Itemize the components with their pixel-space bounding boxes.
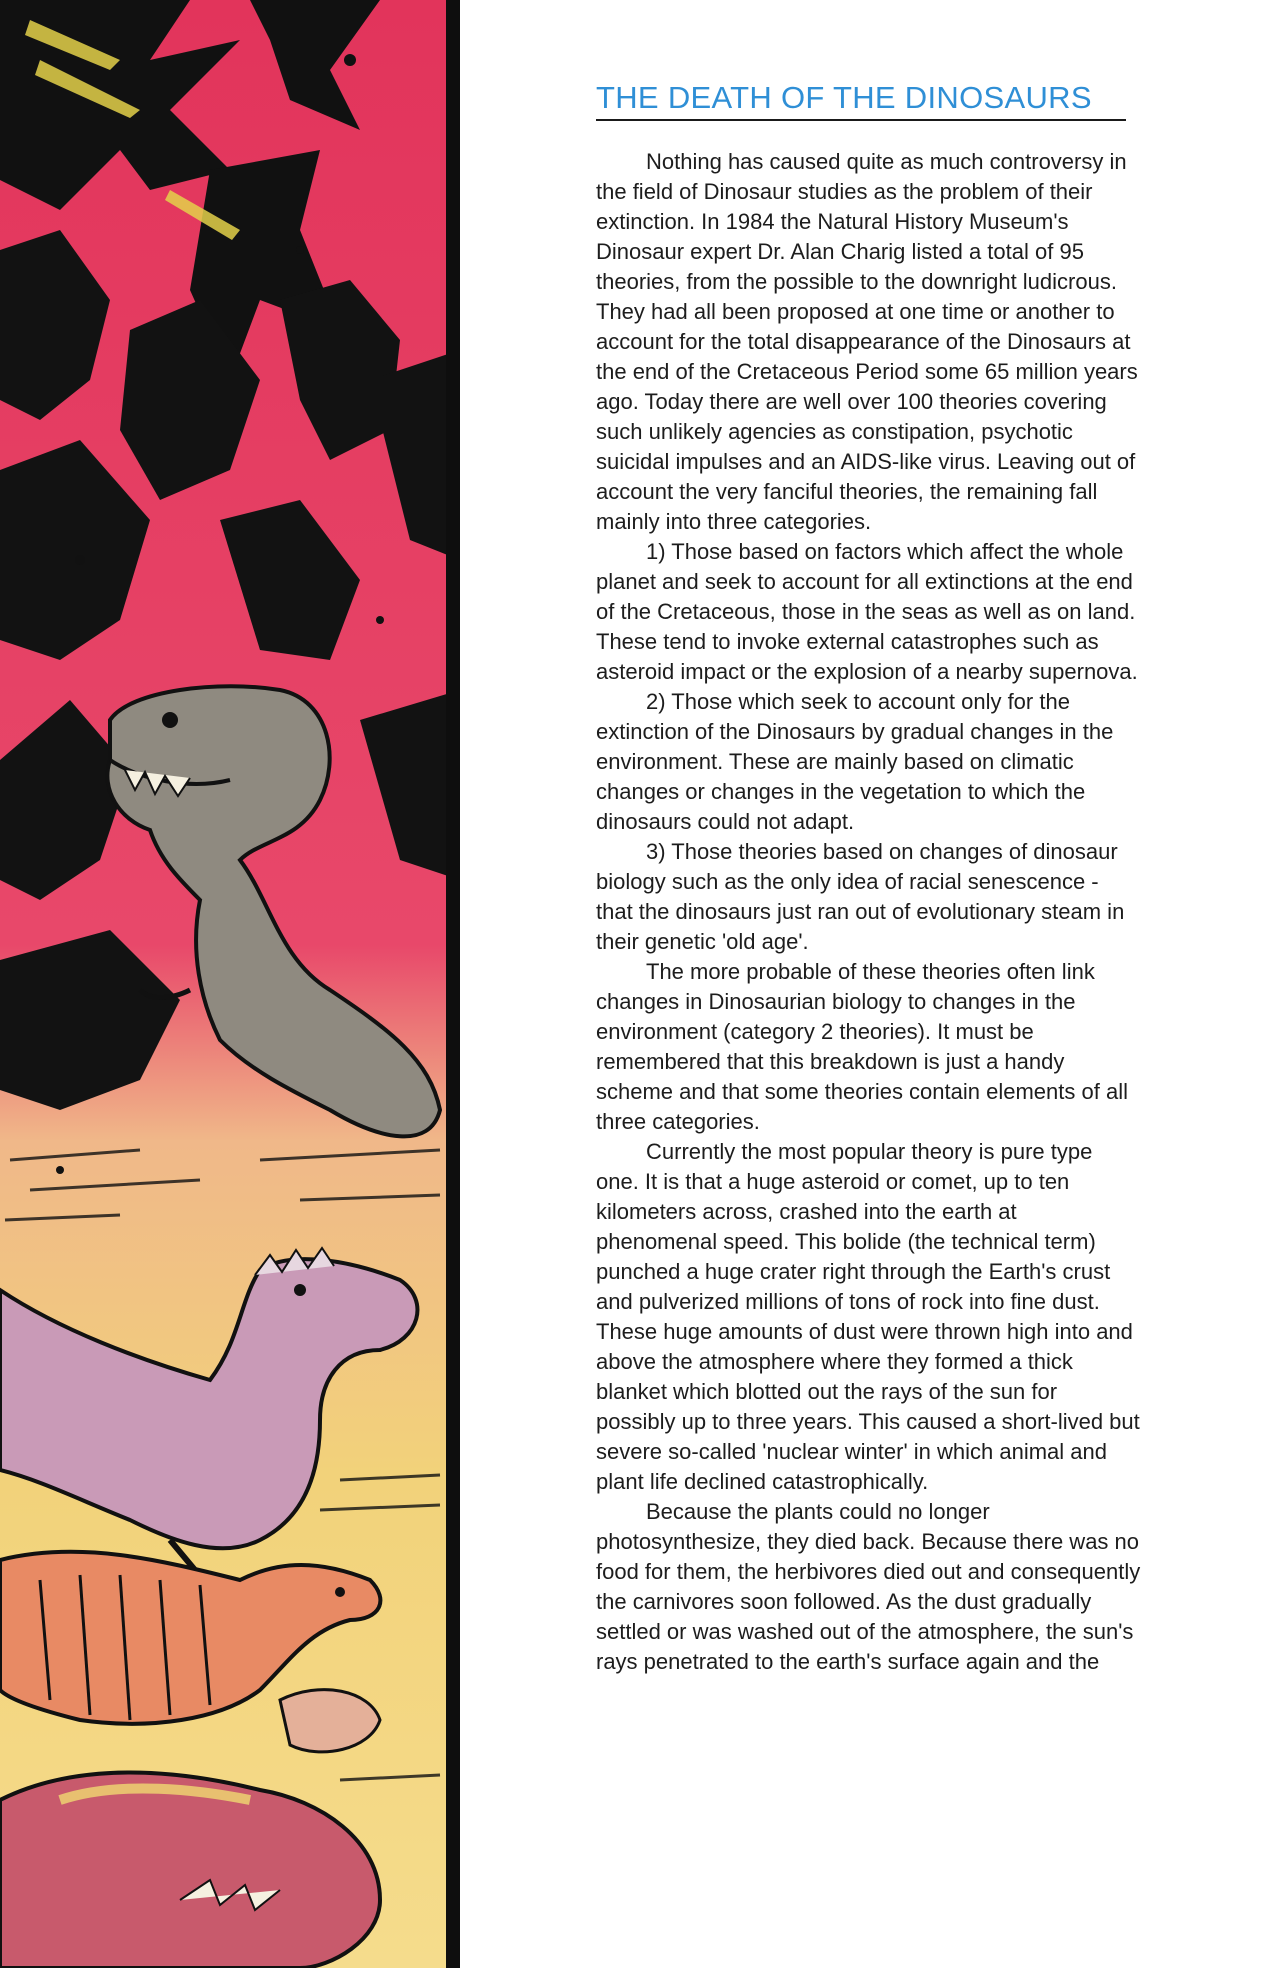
paragraph-category-1: 1) Those based on factors which affect the whole planet and seek to account for all extinctions at the end of the Cretaceous, those in the seas as well as on land. These tend to invoke external catastrophes such as asteroid impact or the explosion of a nearby supernova. — [596, 539, 1138, 684]
article-body — [596, 147, 1141, 1677]
paragraph-intro: Nothing has caused quite as much controversy in the field of Dinosaur studies as the problem of their extinction. In 1984 the Natural History Museum's Dinosaur expert Dr. Alan Charig listed a total of 95 theories, from the possible to the downright ludicrous. They had all been proposed at one time or another to account for the total disappearance of the Dinosaurs at the end of the Cretaceous Period some 65 million years ago. Today there are well over 100 theories covering such unlikely agencies as constipation, psychotic suicidal impulses and an AIDS-like virus. Leaving out of account the very fanciful theories, the remaining fall mainly into three categories. — [596, 149, 1138, 534]
paragraph-category-3: 3) Those theories based on changes of dinosaur biology such as the only idea of racial senescence - that the dinosaurs just ran out of evolutionary steam in their genetic 'old age'. — [596, 839, 1125, 954]
dinosaur-illustration — [0, 0, 460, 1968]
paragraph-asteroid-theory: Currently the most popular theory is pure type one. It is that a huge asteroid or comet, up to ten kilometers across, crashed into the earth at phenomenal speed. This bolide (the technical term) punched a huge crater right through the Earth's crust and pulverized millions of tons of rock into fine dust. These huge amounts of dust were thrown high into and above the atmosphere where they formed a thick blanket which blotted out the rays of the sun for possibly up to three years. This caused a short-lived but severe so-called 'nuclear winter' in which animal and plant life declined catastrophically. — [596, 1139, 1140, 1494]
article — [596, 80, 1146, 1677]
paragraph-probable-theories: The more probable of these theories often link changes in Dinosaurian biology to changes in the environment (category 2 theories). It must be remembered that this breakdown is just a handy scheme and that some theories contain elements of all three categories. — [596, 959, 1128, 1134]
paragraph-food-chain: Because the plants could no longer photosynthesize, they died back. Because there was no food for them, the herbivores died out and consequently the carnivores soon followed. As the dust gradually settled or was washed out of the atmosphere, the sun's rays penetrated to the earth's surface again and the — [596, 1499, 1141, 1674]
paragraph-category-2: 2) Those which seek to account only for the extinction of the Dinosaurs by gradual changes in the environment. These are mainly based on climatic changes or changes in the vegetation to which the dinosaurs could not adapt. — [596, 689, 1114, 834]
article-title: THE DEATH OF THE DINOSAURS — [596, 80, 1126, 121]
